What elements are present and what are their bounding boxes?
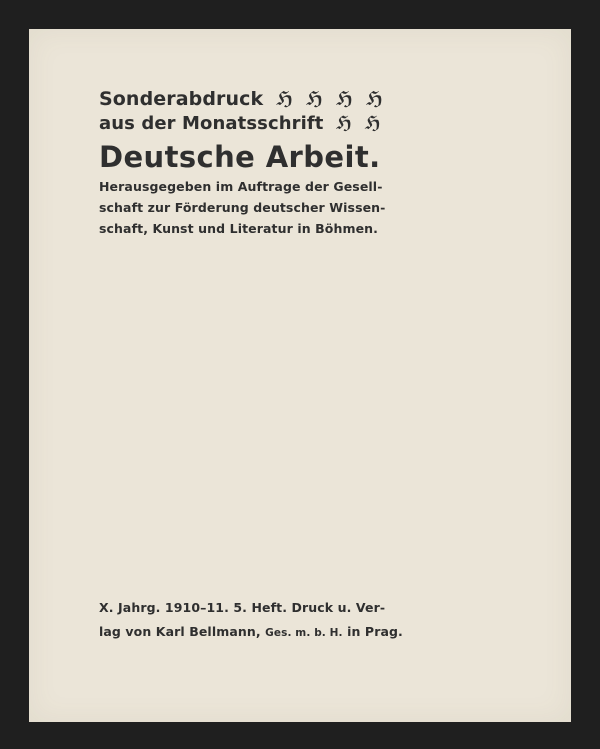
main-title: Deutsche Arbeit.: [99, 140, 381, 174]
footer-block: [99, 596, 403, 645]
ornament-icon: ℌ ℌ: [335, 113, 385, 134]
footer-line-2-prefix: lag von Karl Bellmann,: [99, 624, 261, 639]
header-line-2-text: aus der Monatsschrift: [99, 113, 324, 134]
header-block: [99, 87, 387, 239]
footer-line-2-small: Ges. m. b. H.: [265, 627, 343, 639]
publisher-line-1: Herausgegeben im Auftrage der Gesell-: [99, 179, 383, 194]
publisher-line-2: schaft zur Förderung deutscher Wissen-: [99, 200, 386, 215]
header-line-2: [99, 112, 385, 136]
header-line-1: [99, 87, 387, 111]
footer-line-2-suffix: in Prag.: [347, 624, 403, 639]
document-page: [29, 29, 571, 722]
footer-line-1: X. Jahrg. 1910–11. 5. Heft. Druck u. Ver-: [99, 600, 386, 615]
header-line-1-text: Sonderabdruck: [99, 88, 264, 110]
publisher-line-3: schaft, Kunst und Literatur in Böhmen.: [99, 221, 379, 236]
ornament-icon: ℌ ℌ ℌ ℌ: [275, 88, 387, 110]
footer-line-2: [99, 620, 403, 645]
